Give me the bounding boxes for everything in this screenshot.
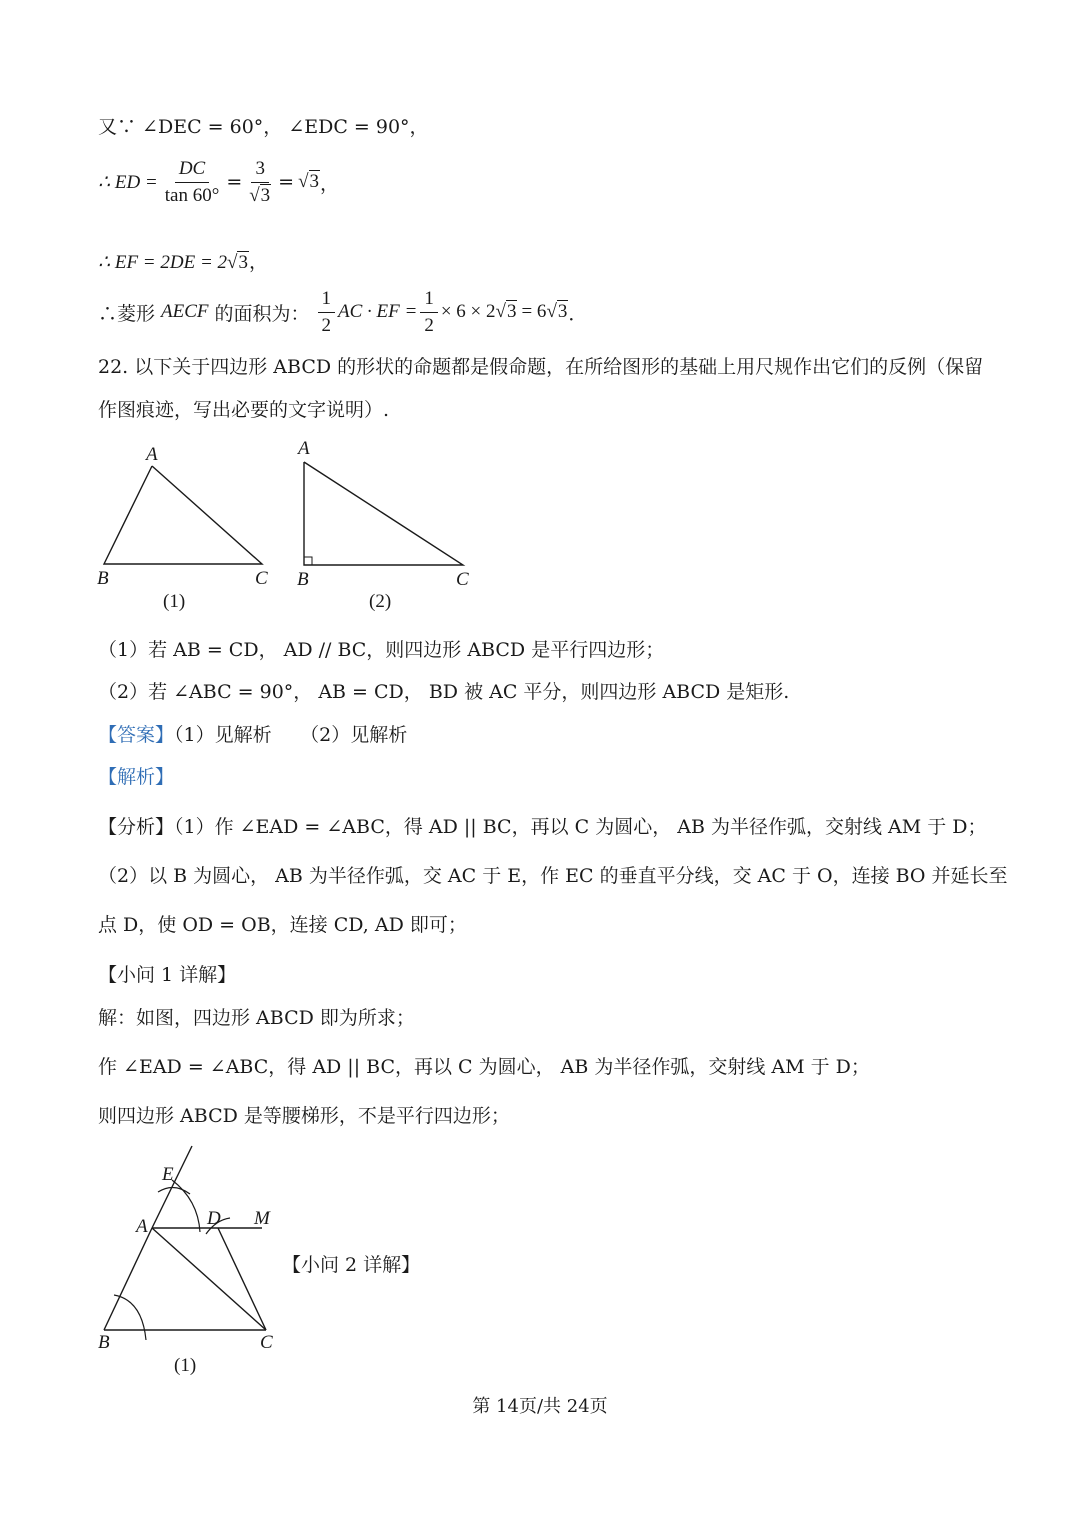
frac-denominator: √3 — [249, 184, 271, 206]
rhombus-name: AECF — [161, 301, 209, 323]
vertex-a-label: A — [146, 444, 158, 465]
proposition-1: （1）若 AB = CD， AD // BC，则四边形 ABCD 是平行四边形； — [98, 639, 665, 661]
equals-sign: = — [278, 171, 295, 194]
figure-caption: (1) — [174, 1355, 197, 1376]
radicand: 3 — [506, 301, 517, 323]
triangle-figures — [0, 430, 520, 620]
answer-text: （1）见解析 （2）见解析 — [174, 724, 408, 746]
fraction-3-sqrt3 — [245, 158, 275, 207]
construction-figure — [80, 1140, 310, 1380]
figure-1-triangle — [97, 444, 268, 612]
fraction-half — [420, 288, 438, 337]
question-22-line1: 22. 以下关于四边形 ABCD 的形状的命题都是假命题，在所给图形的基础上用尺规作出它们的反例（保留 — [98, 356, 984, 378]
frac-numerator: 1 — [420, 288, 438, 313]
fraction-half — [318, 288, 336, 337]
solution-line2: 作 ∠EAD = ∠ABC，得 AD || BC，再以 C 为圆心， AB 为半径作弧，交射线 AM 于 D； — [98, 1056, 870, 1078]
comma: ， — [248, 251, 268, 273]
proposition-2: （2）若 ∠ABC = 90°， AB = CD， BD 被 AC 平分，则四边形 ABCD 是矩形. — [98, 681, 790, 703]
figure-1-caption: (1) — [163, 591, 186, 612]
sqrt-result: √3 — [298, 171, 320, 193]
point-b-label: B — [98, 1332, 110, 1353]
period: ． — [568, 302, 588, 325]
analysis-line3: 点 D，使 OD = OB，连接 CD, AD 即可； — [98, 914, 467, 936]
answer-line — [98, 720, 407, 747]
vertex-a-label: A — [298, 438, 310, 459]
comma: ， — [320, 172, 340, 195]
figure-2-right-triangle — [296, 438, 469, 612]
analysis-line2: （2）以 B 为圆心， AB 为半径作弧，交 AC 于 E，作 EC 的垂直平分线，交 AC 于 O，连接 BO 并延长至 — [98, 865, 1008, 887]
radicand: 3 — [309, 171, 320, 193]
point-c-label: C — [260, 1332, 273, 1353]
area-product: × 6 × 2 — [440, 301, 496, 323]
line-rhombus-area: ∴菱形 AECF 的面积为： $\frac{1}{2}$ AC · EF = $\frac{1}{2}$ × 6 × 2 √3 = 6 √3 ． — [98, 288, 588, 336]
vertex-c-label: C — [255, 568, 268, 589]
frac-numerator: DC — [175, 158, 209, 183]
ef-expression: ∴ EF = 2DE = 2 — [98, 252, 228, 273]
fraction-dc-tan60 — [161, 158, 224, 207]
analysis-label: 【解析】 — [98, 766, 175, 788]
line-ed-computation — [98, 158, 339, 207]
vertex-b-label: B — [97, 568, 109, 589]
equals-sign: = — [226, 171, 243, 194]
figure-2-caption: (2) — [369, 591, 392, 612]
area-expression: AC · EF = — [338, 301, 418, 323]
radicand: 3 — [557, 301, 568, 323]
line-angle-values: 又∵ ∠DEC = 60°， ∠EDC = 90°， — [98, 116, 429, 138]
point-e-label: E — [162, 1164, 174, 1185]
point-a-label: A — [136, 1216, 148, 1237]
frac-denominator: tan 60° — [164, 184, 220, 206]
point-m-label: M — [254, 1208, 270, 1229]
subquestion-2-title: 【小问 2 详解】 — [282, 1254, 421, 1276]
point-d-label: D — [207, 1208, 221, 1229]
radicand: 3 — [260, 184, 271, 206]
frac-numerator: 1 — [318, 288, 336, 313]
radicand: 3 — [238, 252, 248, 273]
line-ef-computation: ∴ EF = 2DE = 2√3， — [98, 251, 268, 273]
analysis-line1: 【分析】（1）作 ∠EAD = ∠ABC，得 AD || BC，再以 C 为圆心， AB 为半径作弧，交射线 AM 于 D； — [98, 816, 987, 838]
ed-prefix: ∴ ED = — [98, 171, 158, 193]
subquestion-1-title: 【小问 1 详解】 — [98, 964, 237, 986]
page-footer: 第 14页/共 24页 — [472, 1396, 608, 1417]
solution-line3: 则四边形 ABCD 是等腰梯形，不是平行四边形； — [98, 1105, 510, 1127]
area-prefix: ∴菱形 — [98, 302, 156, 325]
question-22-line2: 作图痕迹，写出必要的文字说明）. — [98, 399, 390, 421]
frac-denominator: 2 — [321, 314, 332, 336]
vertex-b-label: B — [297, 569, 309, 590]
area-result: = 6 — [521, 301, 547, 323]
answer-label: 【答案】 — [98, 724, 175, 746]
frac-denominator: 2 — [424, 314, 434, 336]
solution-line1: 解：如图，四边形 ABCD 即为所求； — [98, 1007, 415, 1029]
vertex-c-label: C — [456, 569, 469, 590]
area-label: 的面积为： — [214, 302, 310, 325]
right-angle-mark — [304, 557, 312, 565]
frac-numerator: 3 — [251, 158, 269, 183]
